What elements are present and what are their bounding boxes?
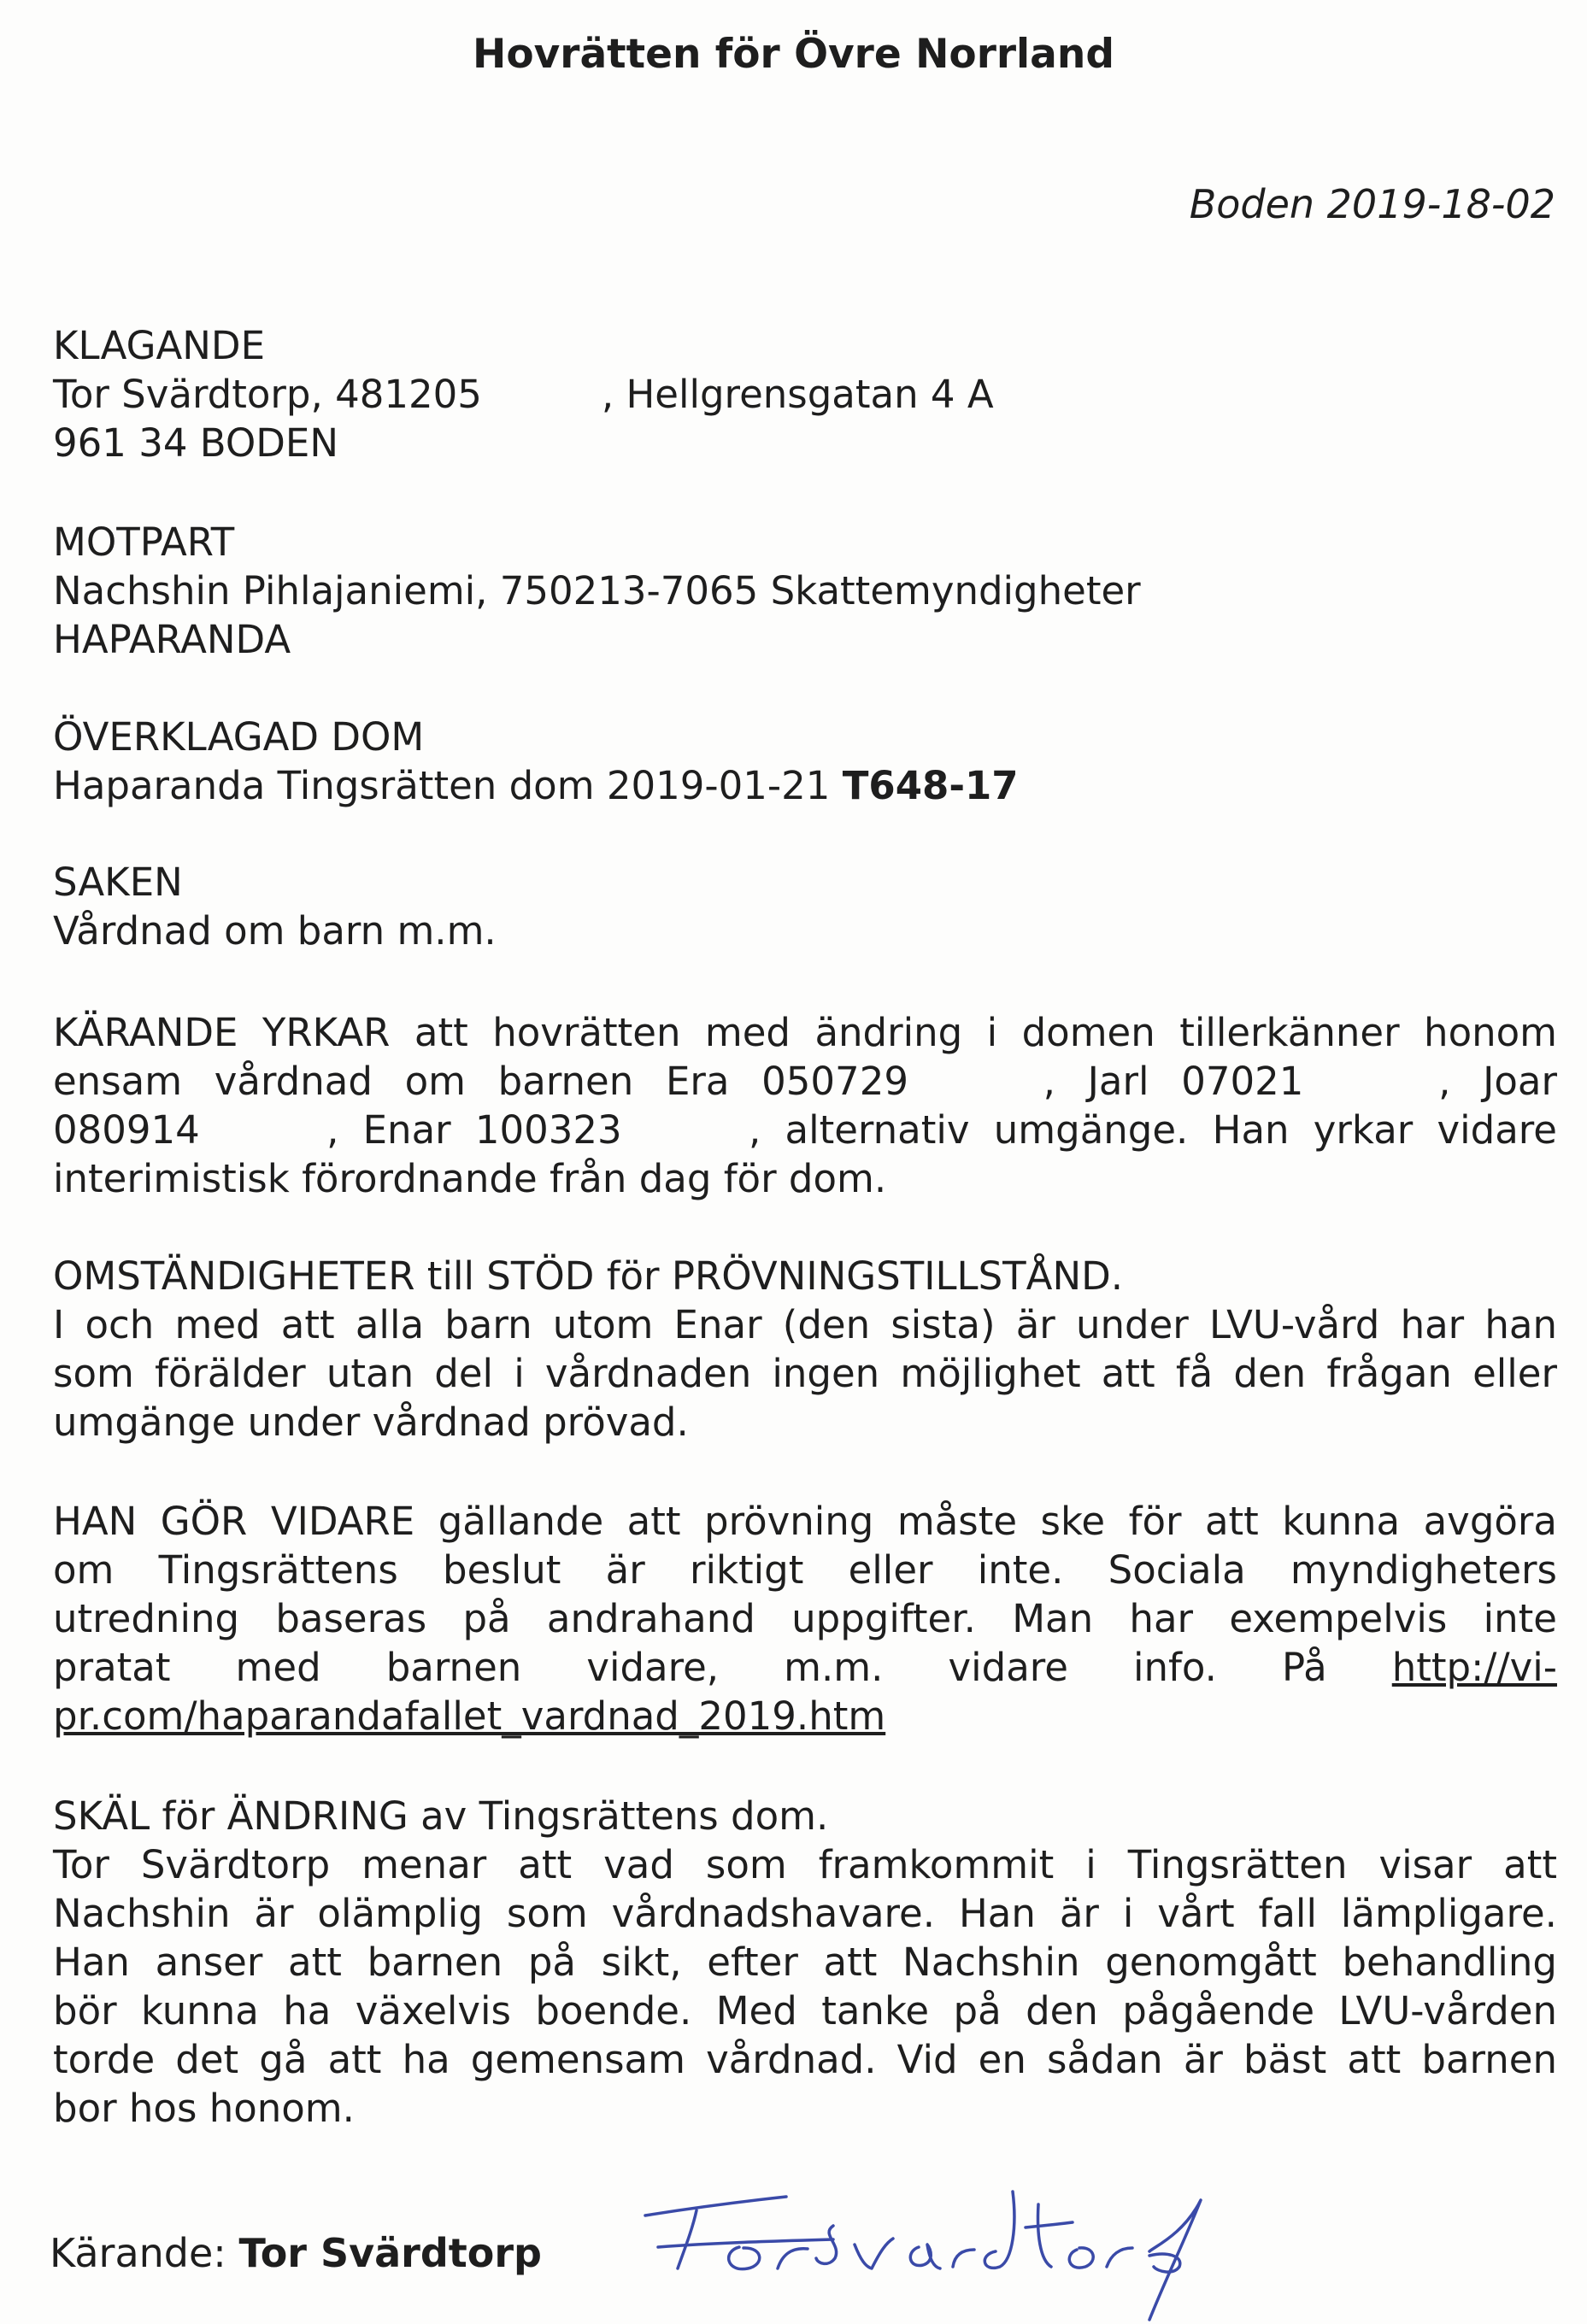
skal-line-1: Tor Svärdtorp menar att vad som framkommit i Tingsrätten visar att xyxy=(53,1842,1557,1887)
skal-line-3: Han anser att barnen på sikt, efter att Nachshin genomgått behandling xyxy=(53,1940,1557,1985)
overklagad-dom-section xyxy=(53,713,1557,810)
omstandigheter-line-1: I och med att alla barn utom Enar (den sista) är under LVU-vård har han xyxy=(53,1302,1557,1347)
saken-text: Vårdnad om barn m.m. xyxy=(53,908,497,954)
skal-heading: SKÄL för ÄNDRING av Tingsrättens dom. xyxy=(53,1793,829,1839)
yrkar-line-2b: , Jarl 07021 xyxy=(1043,1059,1304,1104)
case-number: T648-17 xyxy=(842,763,1019,808)
omstandigheter-line-3: umgänge under vårdnad prövad. xyxy=(53,1400,689,1445)
omstandigheter-line-2: som förälder utan del i vårdnaden ingen möjlighet att få den frågan eller xyxy=(53,1351,1557,1396)
klagande-name-id: Tor Svärdtorp, 481205 xyxy=(53,372,482,417)
klagande-city: 961 34 BODEN xyxy=(53,420,339,466)
overklagad-dom-line xyxy=(53,761,1557,810)
skal-line-2: Nachshin är olämplig som vårdnadshavare. Han är i vårt fall lämpligare. xyxy=(53,1891,1557,1936)
yrkar-line-2c: , Joar xyxy=(1438,1059,1557,1104)
saken-section xyxy=(53,858,1557,955)
yrkar-section xyxy=(53,1008,1557,1203)
han-gor-line-4 xyxy=(53,1643,1557,1692)
footer-name: Tor Svärdtorp xyxy=(238,2230,542,2276)
motpart-line-2: HAPARANDA xyxy=(53,617,291,662)
skal-section xyxy=(53,1792,1557,2133)
klagande-section xyxy=(53,321,1557,467)
yrkar-line-1: KÄRANDE YRKAR att hovrätten med ändring i domen tillerkänner honom xyxy=(53,1010,1557,1055)
yrkar-line-3c: , alternativ umgänge. Han yrkar vidare xyxy=(748,1107,1557,1153)
yrkar-line-3a: 080914 xyxy=(53,1107,200,1153)
court-title: Hovrätten för Övre Norrland xyxy=(473,31,1114,78)
yrkar-line-3b: , Enar 100323 xyxy=(326,1107,622,1153)
han-gor-line-4-text: pratat med barnen vidare, m.m. vidare info. På xyxy=(53,1645,1327,1690)
letter-date: Boden 2019-18-02 xyxy=(1189,181,1555,227)
overklagad-dom-text: Haparanda Tingsrätten dom 2019-01-21 xyxy=(53,763,831,808)
yrkar-line-2 xyxy=(53,1057,1557,1106)
saken-heading: SAKEN xyxy=(53,860,183,905)
han-gor-line-5 xyxy=(53,1692,1557,1740)
klagande-name-line xyxy=(53,370,1557,419)
skal-line-4: bör kunna ha växelvis boende. Med tanke på den pågående LVU-vården xyxy=(53,1988,1557,2034)
yrkar-line-2a: ensam vårdnad om barnen Era 050729 xyxy=(53,1059,908,1104)
klagande-heading: KLAGANDE xyxy=(53,323,266,368)
footer-label: Kärande: xyxy=(50,2230,226,2276)
han-gor-line-2: om Tingsrättens beslut är riktigt eller inte. Sociala myndigheters xyxy=(53,1547,1557,1593)
motpart-heading: MOTPART xyxy=(53,519,235,565)
han-gor-section xyxy=(53,1497,1557,1740)
skal-line-6: bor hos honom. xyxy=(53,2086,355,2131)
handwritten-signature xyxy=(637,2166,1235,2324)
yrkar-line-3 xyxy=(53,1106,1557,1154)
motpart-section xyxy=(53,518,1557,664)
omstandigheter-section xyxy=(53,1252,1557,1447)
info-link-part-1[interactable]: http://vi- xyxy=(1391,1645,1557,1690)
han-gor-line-1: HAN GÖR VIDARE gällande att prövning måste ske för att kunna avgöra xyxy=(53,1499,1557,1544)
info-link-part-2[interactable]: pr.com/haparandafallet_vardnad_2019.htm xyxy=(53,1693,886,1739)
yrkar-line-4: interimistisk förordnande från dag för dom. xyxy=(53,1156,887,1201)
overklagad-dom-heading: ÖVERKLAGAD DOM xyxy=(53,714,425,760)
han-gor-line-3: utredning baseras på andrahand uppgifter. Man har exempelvis inte xyxy=(53,1596,1557,1641)
omstandigheter-heading: OMSTÄNDIGHETER till STÖD för PRÖVNINGSTILLSTÅND. xyxy=(53,1253,1124,1299)
motpart-line-1: Nachshin Pihlajaniemi, 750213-7065 Skattemyndigheter xyxy=(53,568,1141,613)
klagande-address: , Hellgrensgatan 4 A xyxy=(601,372,994,417)
skal-line-5: torde det gå att ha gemensam vårdnad. Vid en sådan är bäst att barnen xyxy=(53,2037,1557,2082)
footer-line xyxy=(50,2228,542,2278)
